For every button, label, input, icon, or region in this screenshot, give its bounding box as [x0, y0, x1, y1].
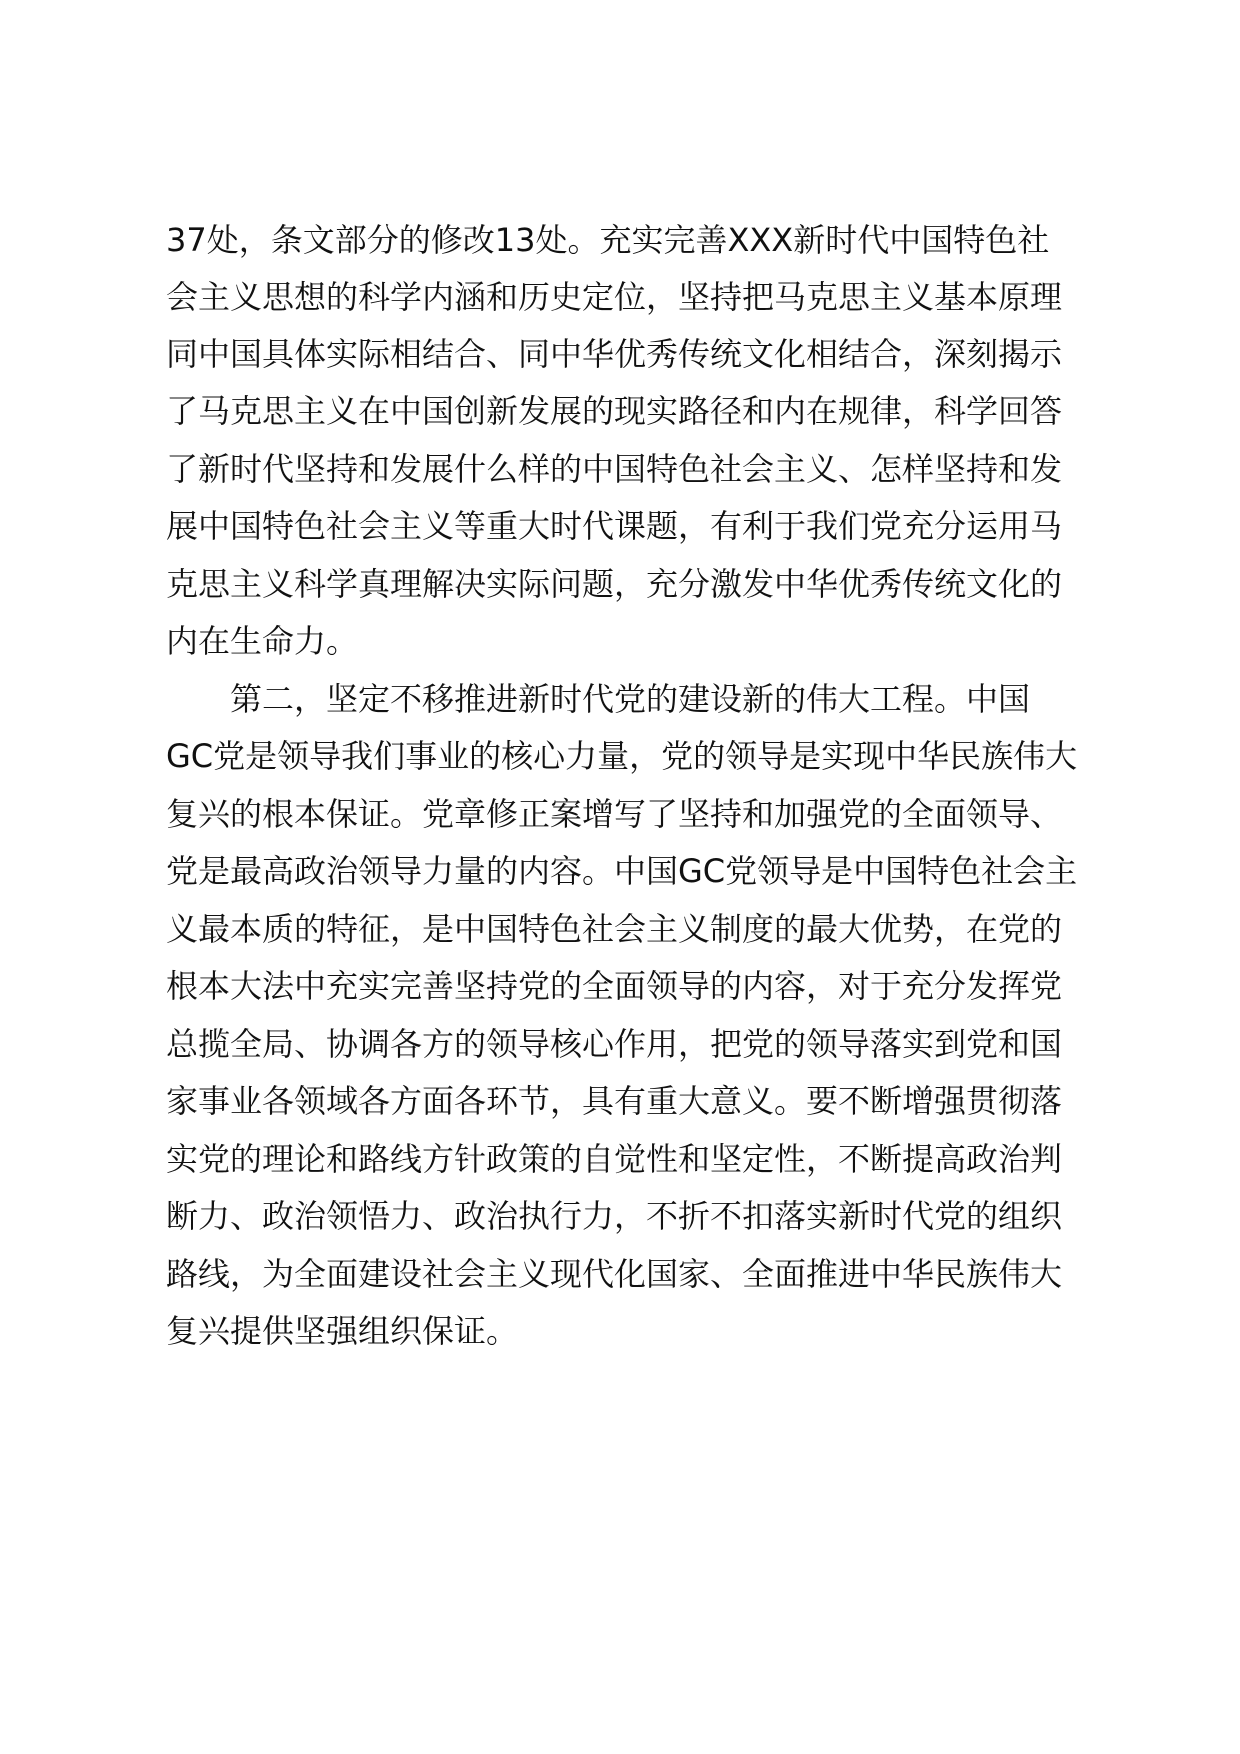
text-line: 了新时代坚持和发展什么样的中国特色社会主义、怎样坚持和发	[166, 450, 1063, 488]
text-line: 路线，为全面建设社会主义现代化国家、全面推进中华民族伟大	[166, 1255, 1063, 1293]
text-line: 断力、政治领悟力、政治执行力，不折不扣落实新时代党的组织	[166, 1197, 1063, 1235]
text-line: GC党是领导我们事业的核心力量，党的领导是实现中华民族伟大	[166, 737, 1078, 775]
text-line: 根本大法中充实完善坚持党的全面领导的内容，对于充分发挥党	[166, 967, 1063, 1005]
text-line: 克思主义科学真理解决实际问题，充分激发中华优秀传统文化的	[166, 565, 1063, 603]
text-line: 展中国特色社会主义等重大时代课题，有利于我们党充分运用马	[166, 507, 1063, 545]
text-line: 党是最高政治领导力量的内容。中国GC党领导是中国特色社会主	[166, 852, 1078, 890]
text-line: 复兴的根本保证。党章修正案增写了坚持和加强党的全面领导、	[166, 795, 1063, 833]
text-line: 会主义思想的科学内涵和历史定位，坚持把马克思主义基本原理	[166, 278, 1063, 316]
text-line: 同中国具体实际相结合、同中华优秀传统文化相结合，深刻揭示	[166, 335, 1063, 373]
text-line: 家事业各领域各方面各环节，具有重大意义。要不断增强贯彻落	[166, 1082, 1063, 1120]
paragraph-first-line: 第二，坚定不移推进新时代党的建设新的伟大工程。中国	[230, 680, 1031, 718]
text-line: 37处，条文部分的修改13处。充实完善XXX新时代中国特色社	[166, 221, 1050, 259]
text-line: 复兴提供坚强组织保证。	[166, 1312, 519, 1350]
text-line: 总揽全局、协调各方的领导核心作用，把党的领导落实到党和国	[166, 1025, 1063, 1063]
text-line: 义最本质的特征，是中国特色社会主义制度的最大优势，在党的	[166, 910, 1063, 948]
text-line: 实党的理论和路线方针政策的自觉性和坚定性，不断提高政治判	[166, 1140, 1063, 1178]
text-line: 内在生命力。	[166, 622, 359, 660]
text-line: 了马克思主义在中国创新发展的现实路径和内在规律，科学回答	[166, 392, 1063, 430]
